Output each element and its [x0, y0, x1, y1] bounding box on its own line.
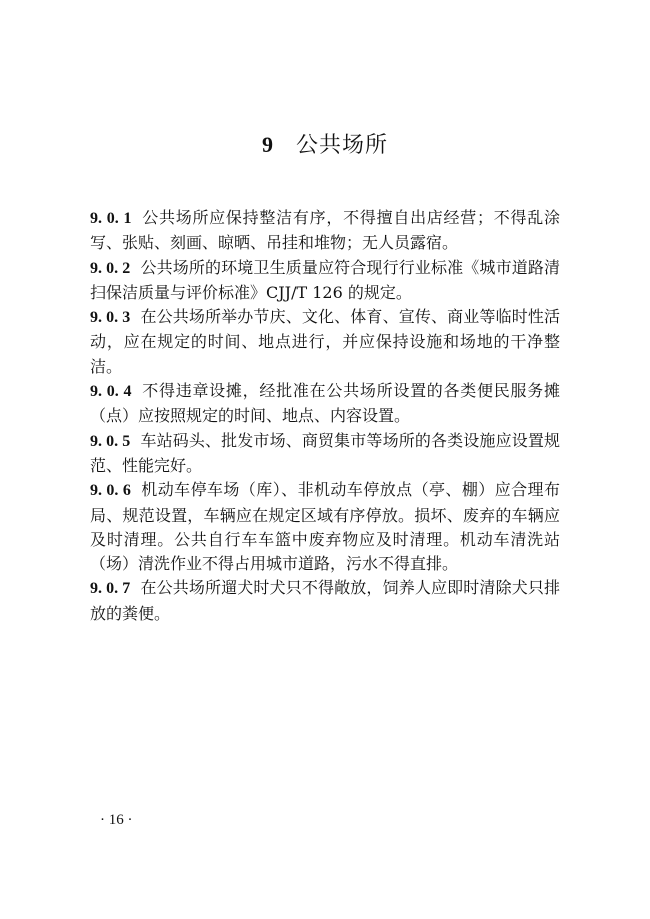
chapter-title: 公共场所	[295, 133, 388, 158]
clause-9-0-5	[90, 429, 560, 479]
clause-text: 车站码头、批发市场、商贸集市等场所的各类设施应设置规范、性能完好。	[90, 430, 560, 475]
clause-number: 9. 0. 3	[90, 309, 131, 327]
clause-number: 9. 0. 7	[90, 580, 131, 598]
clause-9-0-2	[90, 256, 560, 306]
clause-text: 不得违章设摊，经批准在公共场所设置的各类便民服务摊（点）应按照规定的时间、地点、内容设置。	[90, 381, 560, 426]
chapter-heading	[0, 128, 650, 159]
clause-number: 9. 0. 2	[90, 259, 131, 277]
clause-text: 公共场所的环境卫生质量应符合现行行业标准《城市道路清扫保洁质量与评价标准》CJJ/T 126 的规定。	[90, 257, 560, 302]
clause-number: 9. 0. 6	[90, 482, 131, 500]
chapter-number: 9	[261, 132, 274, 157]
clause-text: 机动车停车场（库）、非机动车停放点（亭、棚）应合理布局、规范设置，车辆应在规定区域有序停放。损坏、废弃的车辆应及时清理。公共自行车车篮中废弃物应及时清理。机动车清洗站（场）清洗作业不得占用城市道路，污水不得直排。	[90, 480, 560, 574]
clause-text: 在公共场所遛犬时犬只不得敞放，饲养人应即时清除犬只排放的粪便。	[90, 578, 560, 623]
page-number: · 16 ·	[100, 812, 133, 828]
clause-9-0-7	[90, 576, 560, 626]
clause-9-0-6	[90, 478, 560, 576]
clause-number: 9. 0. 4	[90, 383, 132, 401]
clause-number: 9. 0. 1	[90, 210, 132, 227]
clause-text: 公共场所应保持整洁有序，不得擅自出店经营；不得乱涂写、张贴、刻画、晾晒、吊挂和堆物；无人员露宿。	[90, 208, 560, 253]
clause-9-0-3	[90, 305, 560, 379]
clause-9-0-1	[90, 206, 560, 256]
clause-number: 9. 0. 5	[90, 432, 131, 450]
clause-9-0-4	[90, 379, 560, 429]
chapter-body	[90, 206, 560, 626]
clause-text: 在公共场所举办节庆、文化、体育、宣传、商业等临时性活动，应在规定的时间、地点进行，并应保持设施和场地的干净整洁。	[90, 307, 560, 376]
